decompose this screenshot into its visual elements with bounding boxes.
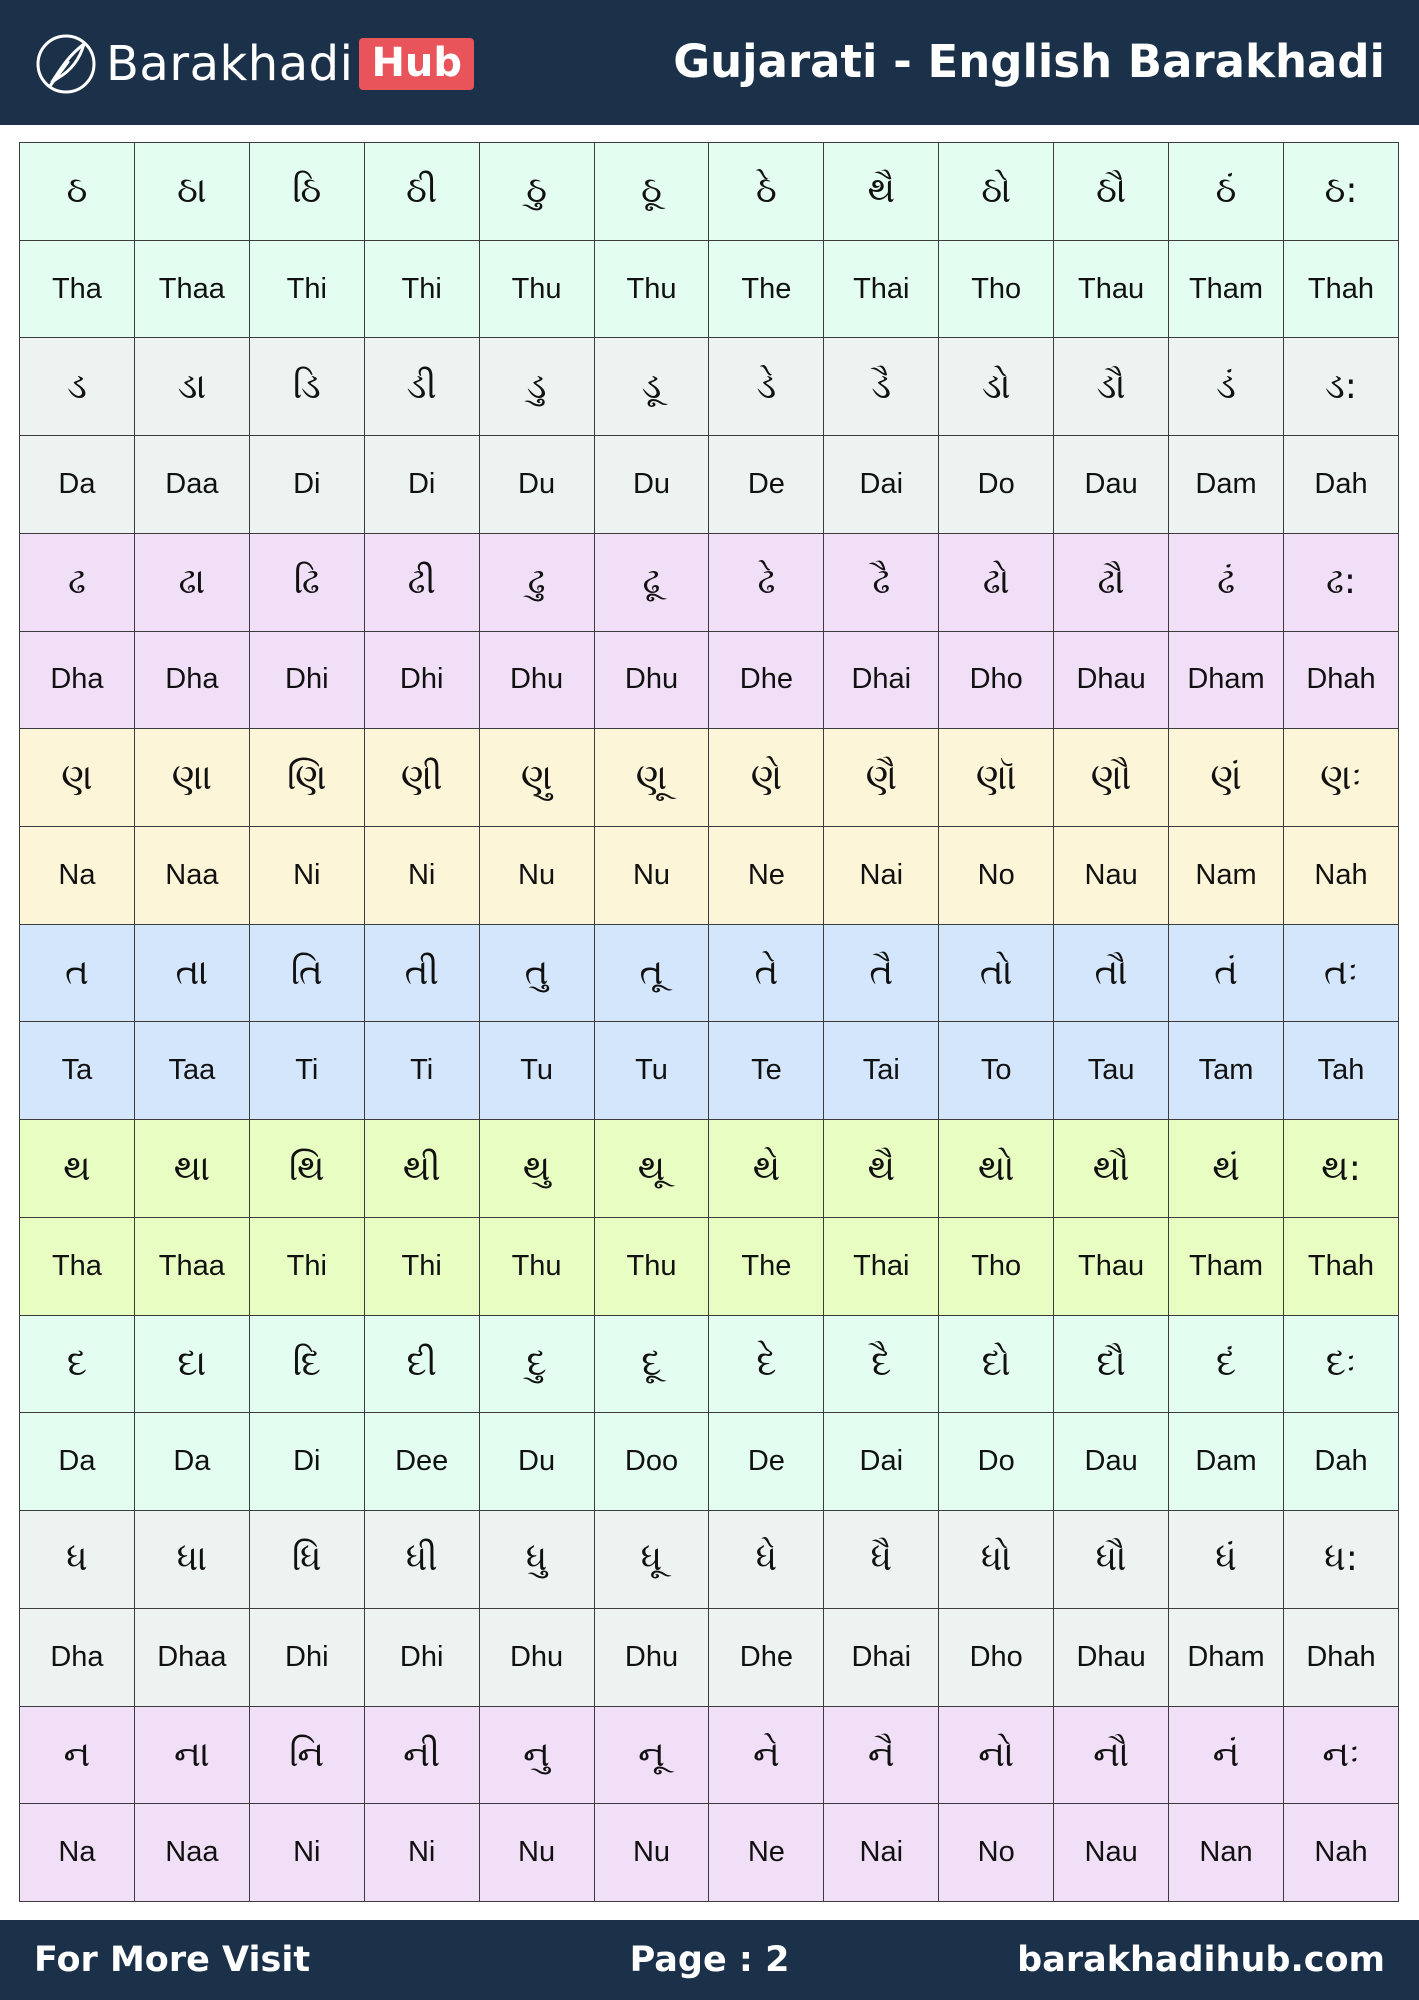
english-transliteration: Ni	[249, 827, 364, 925]
english-transliteration: Tha	[20, 1217, 135, 1315]
footer-visit-label: For More Visit	[34, 1940, 311, 1980]
english-transliteration: Dhi	[364, 631, 479, 729]
english-transliteration: Nu	[479, 827, 594, 925]
gujarati-syllable: ણઃ	[1283, 729, 1398, 827]
gujarati-syllable: ઠ:	[1283, 143, 1398, 241]
english-transliteration: Tam	[1169, 1022, 1284, 1120]
gujarati-syllable: ણૂ	[594, 729, 709, 827]
gujarati-syllable: થૌ	[1054, 1120, 1169, 1218]
gujarati-syllable: થુ	[479, 1120, 594, 1218]
english-transliteration: Daa	[134, 436, 249, 534]
english-transliteration: Dam	[1169, 436, 1284, 534]
gujarati-syllable: ન	[20, 1706, 135, 1804]
gujarati-syllable: ઠી	[364, 143, 479, 241]
english-transliteration: Dah	[1283, 436, 1398, 534]
english-transliteration: Ne	[709, 1804, 824, 1902]
english-transliteration: Dhai	[824, 631, 939, 729]
gujarati-syllable: ઢો	[939, 533, 1054, 631]
english-transliteration: Tham	[1169, 1217, 1284, 1315]
gujarati-syllable: ઢી	[364, 533, 479, 631]
feather-icon	[34, 32, 98, 96]
gujarati-syllable: ડો	[939, 338, 1054, 436]
gujarati-syllable: ઠો	[939, 143, 1054, 241]
gujarati-syllable: ઢુ	[479, 533, 594, 631]
gujarati-syllable: ઠિ	[249, 143, 364, 241]
english-transliteration: No	[939, 827, 1054, 925]
gujarati-syllable: દૂ	[594, 1315, 709, 1413]
gujarati-syllable: દં	[1169, 1315, 1284, 1413]
english-transliteration: Thah	[1283, 240, 1398, 338]
gujarati-syllable: ધી	[364, 1511, 479, 1609]
page-number: Page : 2	[629, 1940, 790, 1980]
gujarati-syllable: દા	[134, 1315, 249, 1413]
gujarati-syllable: ડૈ	[824, 338, 939, 436]
english-transliteration: Thi	[249, 1217, 364, 1315]
english-transliteration: Thu	[594, 240, 709, 338]
english-transliteration: Dai	[824, 1413, 939, 1511]
gujarati-syllable: થી	[364, 1120, 479, 1218]
gujarati-syllable: તુ	[479, 924, 594, 1022]
english-transliteration: Thaa	[134, 1217, 249, 1315]
logo-badge: Hub	[359, 38, 474, 90]
gujarati-syllable: થૂ	[594, 1120, 709, 1218]
english-transliteration: Ni	[364, 827, 479, 925]
gujarati-syllable: ણુ	[479, 729, 594, 827]
english-transliteration: Ti	[364, 1022, 479, 1120]
english-transliteration: Du	[479, 1413, 594, 1511]
english-transliteration: Nau	[1054, 827, 1169, 925]
english-transliteration: Dau	[1054, 1413, 1169, 1511]
gujarati-syllable: દિ	[249, 1315, 364, 1413]
gujarati-syllable: ધિ	[249, 1511, 364, 1609]
gujarati-syllable: ણૌ	[1054, 729, 1169, 827]
english-transliteration: Naa	[134, 827, 249, 925]
english-transliteration: Thi	[364, 240, 479, 338]
gujarati-syllable: ડુ	[479, 338, 594, 436]
english-transliteration: Du	[594, 436, 709, 534]
english-transliteration: Tau	[1054, 1022, 1169, 1120]
english-transliteration: Nai	[824, 827, 939, 925]
english-transliteration: Di	[249, 436, 364, 534]
gujarati-syllable: દ	[20, 1315, 135, 1413]
english-transliteration: Dha	[20, 1608, 135, 1706]
gujarati-syllable: ઠે	[709, 143, 824, 241]
gujarati-row	[20, 1511, 1399, 1609]
gujarati-syllable: થા	[134, 1120, 249, 1218]
gujarati-syllable: ની	[364, 1706, 479, 1804]
english-transliteration: Thau	[1054, 240, 1169, 338]
gujarati-syllable: થં	[1169, 1120, 1284, 1218]
english-transliteration: Di	[249, 1413, 364, 1511]
english-transliteration: Nah	[1283, 827, 1398, 925]
english-transliteration: Te	[709, 1022, 824, 1120]
gujarati-syllable: ઠં	[1169, 143, 1284, 241]
english-transliteration: Thu	[479, 1217, 594, 1315]
gujarati-row	[20, 729, 1399, 827]
gujarati-syllable: નો	[939, 1706, 1054, 1804]
gujarati-syllable: તઃ	[1283, 924, 1398, 1022]
gujarati-syllable: ડ:	[1283, 338, 1398, 436]
gujarati-syllable: ધે	[709, 1511, 824, 1609]
gujarati-syllable: ધ	[20, 1511, 135, 1609]
english-transliteration: Naa	[134, 1804, 249, 1902]
gujarati-syllable: ધૌ	[1054, 1511, 1169, 1609]
english-row	[20, 240, 1399, 338]
footer-website-link[interactable]: barakhadihub.com	[1017, 1940, 1385, 1980]
english-row	[20, 1413, 1399, 1511]
gujarati-syllable: દો	[939, 1315, 1054, 1413]
gujarati-syllable: ઢૂ	[594, 533, 709, 631]
gujarati-syllable: નં	[1169, 1706, 1284, 1804]
gujarati-syllable: ડૂ	[594, 338, 709, 436]
page-title: Gujarati - English Barakhadi	[673, 35, 1385, 88]
english-transliteration: Dhi	[249, 1608, 364, 1706]
gujarati-syllable: ત	[20, 924, 135, 1022]
english-row	[20, 631, 1399, 729]
gujarati-syllable: ઢ:	[1283, 533, 1398, 631]
gujarati-syllable: ઢિ	[249, 533, 364, 631]
gujarati-syllable: નિ	[249, 1706, 364, 1804]
english-transliteration: Nam	[1169, 827, 1284, 925]
english-transliteration: Ne	[709, 827, 824, 925]
english-transliteration: Dha	[134, 631, 249, 729]
english-transliteration: Dhu	[479, 1608, 594, 1706]
gujarati-syllable: દઃ	[1283, 1315, 1398, 1413]
gujarati-syllable: નૌ	[1054, 1706, 1169, 1804]
gujarati-syllable: ધા	[134, 1511, 249, 1609]
english-transliteration: Nah	[1283, 1804, 1398, 1902]
english-transliteration: Nu	[479, 1804, 594, 1902]
gujarati-syllable: થ	[20, 1120, 135, 1218]
gujarati-syllable: ના	[134, 1706, 249, 1804]
gujarati-syllable: ણે	[709, 729, 824, 827]
english-transliteration: Doo	[594, 1413, 709, 1511]
gujarati-syllable: ધો	[939, 1511, 1054, 1609]
english-transliteration: Dhi	[364, 1608, 479, 1706]
gujarati-row	[20, 1315, 1399, 1413]
gujarati-syllable: ધૈ	[824, 1511, 939, 1609]
english-transliteration: The	[709, 240, 824, 338]
gujarati-row	[20, 338, 1399, 436]
gujarati-syllable: તૌ	[1054, 924, 1169, 1022]
english-transliteration: Du	[479, 436, 594, 534]
gujarati-syllable: નુ	[479, 1706, 594, 1804]
gujarati-syllable: થૈ	[824, 1120, 939, 1218]
english-transliteration: Da	[20, 436, 135, 534]
gujarati-syllable: ધુ	[479, 1511, 594, 1609]
english-transliteration: Thau	[1054, 1217, 1169, 1315]
english-transliteration: Thi	[249, 240, 364, 338]
gujarati-row	[20, 143, 1399, 241]
english-transliteration: Nu	[594, 827, 709, 925]
gujarati-syllable: નઃ	[1283, 1706, 1398, 1804]
gujarati-row	[20, 533, 1399, 631]
english-row	[20, 1217, 1399, 1315]
english-transliteration: Tham	[1169, 240, 1284, 338]
english-transliteration: To	[939, 1022, 1054, 1120]
english-transliteration: Tu	[479, 1022, 594, 1120]
gujarati-syllable: થિ	[249, 1120, 364, 1218]
gujarati-syllable: ઠ	[20, 143, 135, 241]
gujarati-syllable: દે	[709, 1315, 824, 1413]
english-row	[20, 1804, 1399, 1902]
english-transliteration: Thaa	[134, 240, 249, 338]
gujarati-syllable: ડે	[709, 338, 824, 436]
english-transliteration: Di	[364, 436, 479, 534]
english-transliteration: Nu	[594, 1804, 709, 1902]
english-transliteration: Ni	[249, 1804, 364, 1902]
gujarati-syllable: ઢે	[709, 533, 824, 631]
gujarati-syllable: ણં	[1169, 729, 1284, 827]
gujarati-syllable: તે	[709, 924, 824, 1022]
english-transliteration: Nau	[1054, 1804, 1169, 1902]
gujarati-syllable: ધં	[1169, 1511, 1284, 1609]
english-transliteration: Da	[20, 1413, 135, 1511]
gujarati-syllable: તો	[939, 924, 1054, 1022]
gujarati-syllable: થે	[709, 1120, 824, 1218]
gujarati-syllable: તી	[364, 924, 479, 1022]
english-transliteration: Dhau	[1054, 631, 1169, 729]
english-transliteration: Dhah	[1283, 631, 1398, 729]
header	[0, 0, 1419, 125]
english-transliteration: De	[709, 436, 824, 534]
english-transliteration: Thah	[1283, 1217, 1398, 1315]
english-transliteration: Thi	[364, 1217, 479, 1315]
gujarati-syllable: થ:	[1283, 1120, 1398, 1218]
english-row	[20, 827, 1399, 925]
english-transliteration: Dau	[1054, 436, 1169, 534]
english-transliteration: Dhu	[594, 631, 709, 729]
gujarati-syllable: દૈ	[824, 1315, 939, 1413]
english-row	[20, 436, 1399, 534]
gujarati-syllable: ણિ	[249, 729, 364, 827]
gujarati-row	[20, 1706, 1399, 1804]
english-transliteration: Tah	[1283, 1022, 1398, 1120]
gujarati-syllable: ધ:	[1283, 1511, 1398, 1609]
english-transliteration: Thai	[824, 1217, 939, 1315]
gujarati-syllable: તં	[1169, 924, 1284, 1022]
english-transliteration: Tu	[594, 1022, 709, 1120]
logo-text: Barakhadi	[106, 36, 354, 92]
gujarati-syllable: ઠુ	[479, 143, 594, 241]
gujarati-syllable: તા	[134, 924, 249, 1022]
english-transliteration: Dham	[1169, 631, 1284, 729]
english-transliteration: Dho	[939, 1608, 1054, 1706]
english-transliteration: Dee	[364, 1413, 479, 1511]
english-transliteration: Dah	[1283, 1413, 1398, 1511]
english-transliteration: Nan	[1169, 1804, 1284, 1902]
english-row	[20, 1608, 1399, 1706]
english-transliteration: Dhe	[709, 631, 824, 729]
english-transliteration: Ni	[364, 1804, 479, 1902]
english-transliteration: De	[709, 1413, 824, 1511]
gujarati-syllable: ડિ	[249, 338, 364, 436]
gujarati-syllable: ધૂ	[594, 1511, 709, 1609]
english-transliteration: Na	[20, 827, 135, 925]
english-transliteration: Dhu	[594, 1608, 709, 1706]
english-transliteration: Do	[939, 1413, 1054, 1511]
english-transliteration: Dhi	[249, 631, 364, 729]
english-transliteration: Nai	[824, 1804, 939, 1902]
gujarati-syllable: તૂ	[594, 924, 709, 1022]
english-transliteration: Dhau	[1054, 1608, 1169, 1706]
english-transliteration: Tai	[824, 1022, 939, 1120]
gujarati-syllable: ઢૈ	[824, 533, 939, 631]
gujarati-syllable: ણૉ	[939, 729, 1054, 827]
gujarati-syllable: ણૈ	[824, 729, 939, 827]
gujarati-syllable: નૈ	[824, 1706, 939, 1804]
english-transliteration: Taa	[134, 1022, 249, 1120]
english-transliteration: Do	[939, 436, 1054, 534]
gujarati-syllable: થો	[939, 1120, 1054, 1218]
gujarati-syllable: ઠૌ	[1054, 143, 1169, 241]
english-transliteration: Thu	[594, 1217, 709, 1315]
english-transliteration: Tho	[939, 240, 1054, 338]
english-transliteration: Dam	[1169, 1413, 1284, 1511]
english-transliteration: Dhu	[479, 631, 594, 729]
gujarati-syllable: ણી	[364, 729, 479, 827]
english-transliteration: The	[709, 1217, 824, 1315]
english-transliteration: Dai	[824, 436, 939, 534]
gujarati-syllable: ડૌ	[1054, 338, 1169, 436]
gujarati-syllable: ઢા	[134, 533, 249, 631]
gujarati-syllable: થૈ	[824, 143, 939, 241]
gujarati-syllable: ડી	[364, 338, 479, 436]
english-transliteration: Tha	[20, 240, 135, 338]
gujarati-syllable: દી	[364, 1315, 479, 1413]
english-transliteration: No	[939, 1804, 1054, 1902]
logo[interactable]	[34, 28, 474, 100]
english-transliteration: Na	[20, 1804, 135, 1902]
gujarati-syllable: ણા	[134, 729, 249, 827]
english-transliteration: Dhe	[709, 1608, 824, 1706]
gujarati-syllable: ડં	[1169, 338, 1284, 436]
english-transliteration: Thai	[824, 240, 939, 338]
english-transliteration: Dhaa	[134, 1608, 249, 1706]
gujarati-syllable: તૈ	[824, 924, 939, 1022]
gujarati-syllable: ઠૂ	[594, 143, 709, 241]
gujarati-syllable: ઢ	[20, 533, 135, 631]
gujarati-syllable: નૂ	[594, 1706, 709, 1804]
english-transliteration: Dhai	[824, 1608, 939, 1706]
english-transliteration: Tho	[939, 1217, 1054, 1315]
gujarati-syllable: ડ	[20, 338, 135, 436]
gujarati-syllable: ડા	[134, 338, 249, 436]
english-row	[20, 1022, 1399, 1120]
gujarati-row	[20, 924, 1399, 1022]
english-transliteration: Thu	[479, 240, 594, 338]
english-transliteration: Ti	[249, 1022, 364, 1120]
barakhadi-table	[19, 142, 1399, 1902]
gujarati-syllable: ઢં	[1169, 533, 1284, 631]
english-transliteration: Ta	[20, 1022, 135, 1120]
english-transliteration: Dho	[939, 631, 1054, 729]
english-transliteration: Dham	[1169, 1608, 1284, 1706]
footer	[0, 1920, 1419, 2000]
gujarati-syllable: તિ	[249, 924, 364, 1022]
english-transliteration: Da	[134, 1413, 249, 1511]
gujarati-syllable: ણ	[20, 729, 135, 827]
english-transliteration: Dhah	[1283, 1608, 1398, 1706]
english-transliteration: Dha	[20, 631, 135, 729]
gujarati-row	[20, 1120, 1399, 1218]
gujarati-syllable: દુ	[479, 1315, 594, 1413]
gujarati-syllable: ઢૌ	[1054, 533, 1169, 631]
gujarati-syllable: ને	[709, 1706, 824, 1804]
gujarati-syllable: ઠા	[134, 143, 249, 241]
gujarati-syllable: દૌ	[1054, 1315, 1169, 1413]
